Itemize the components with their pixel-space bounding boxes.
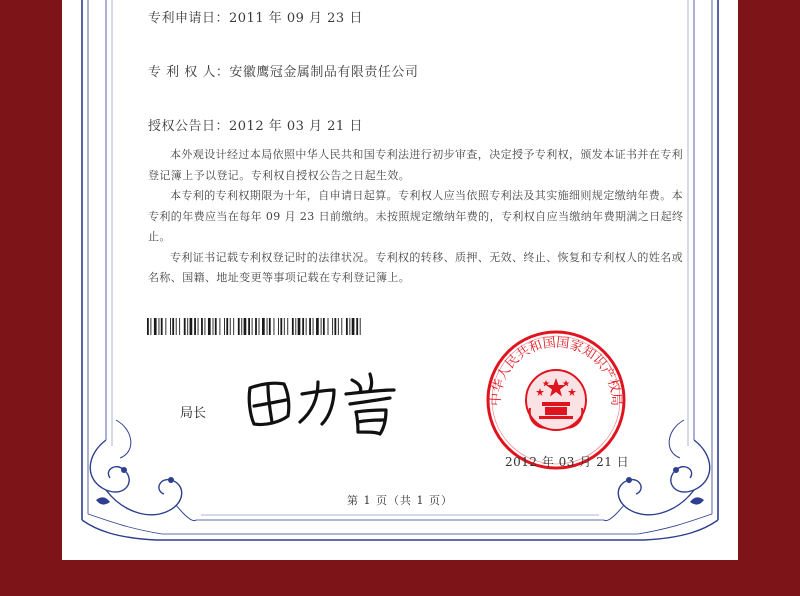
announcement-date: 授权公告日：2012 年 03 月 21 日 (148, 119, 363, 134)
official-seal (484, 328, 628, 472)
patentee: 专 利 权 人：安徽鹰冠金属制品有限责任公司 (148, 65, 419, 80)
certificate-body (148, 145, 693, 289)
seal-text: 中华人民共和国国家知识产权局 (488, 335, 624, 407)
application-date: 专利申请日：2011 年 09 月 23 日 (148, 11, 363, 26)
page-number: 第 1 页（共 1 页） (347, 494, 453, 507)
national-emblem-icon (526, 370, 586, 430)
seal-date: 2012 年 03 月 21 日 (505, 455, 630, 469)
body-paragraph-1: 本外观设计经过本局依照中华人民共和国专利法进行初步审查，决定授予专利权，颁发本证书并在专利登记簿上予以登记。专利权自授权公告之日起生效。 (148, 148, 683, 182)
bottom-maroon-band (0, 578, 800, 596)
body-paragraph-2: 本专利的专利权期限为十年，自申请日起算。专利权人应当依照专利法及其实施细则规定缴纳年费。本专利的年费应当在每年 09 月 23 日前缴纳。未按照规定缴纳年费的，专利权自应当缴纳年费期满之日起终止。 (148, 189, 684, 243)
body-paragraph-3: 专利证书记载专利权登记时的法律状况。专利权的转移、质押、无效、终止、恢复和专利权人的姓名或名称、国籍、地址变更等事项记载在专利登记簿上。 (148, 250, 683, 284)
barcode (147, 318, 363, 335)
director-signature (230, 360, 410, 440)
director-title: 局长 (180, 406, 207, 421)
